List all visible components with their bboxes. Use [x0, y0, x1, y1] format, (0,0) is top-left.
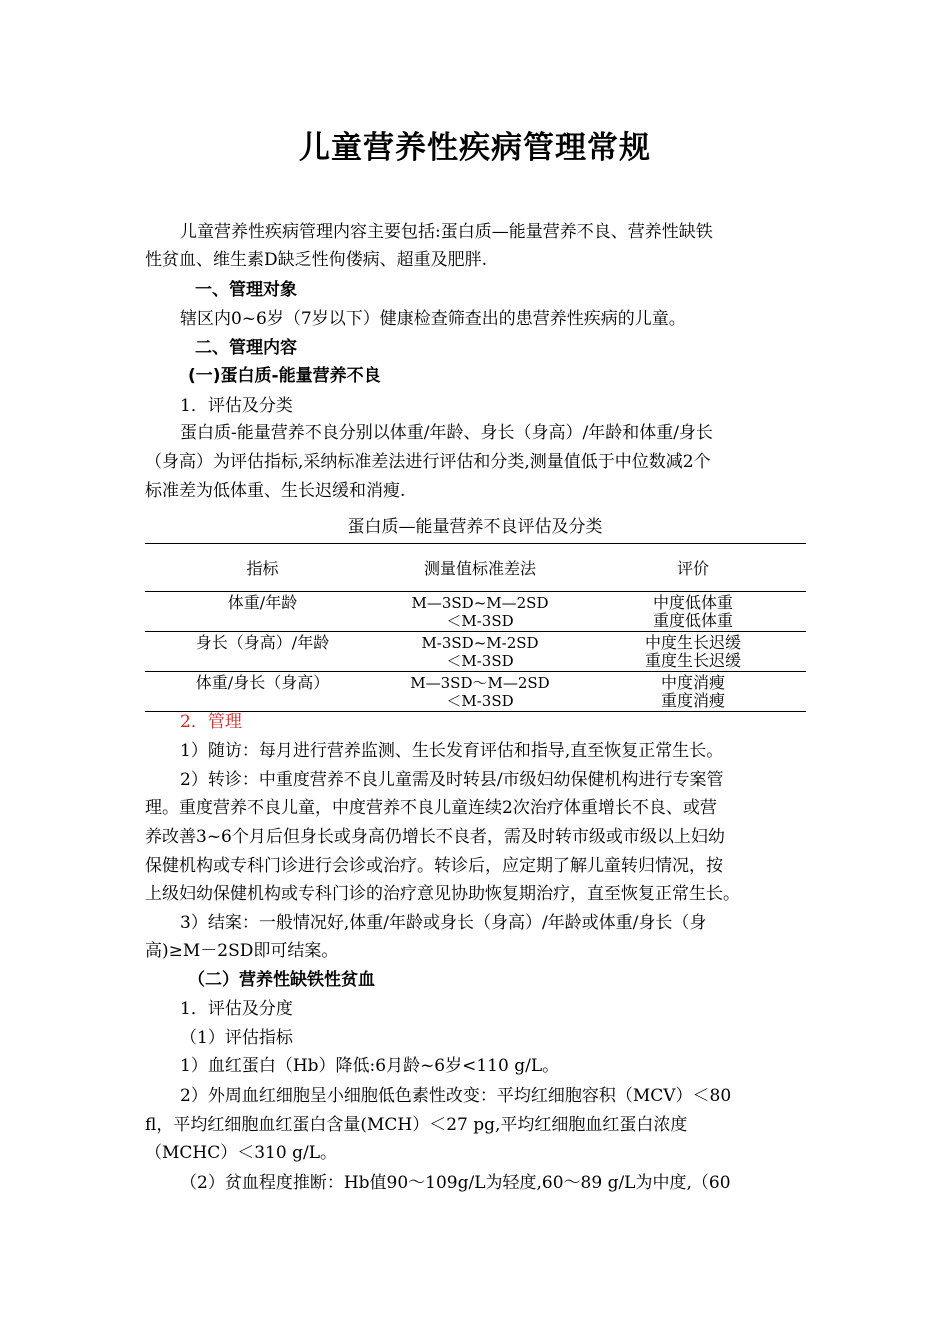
table-row-3-eval-2: 重度消瘦: [660, 691, 725, 710]
management-followup: 1）随访：每月进行营养监测、生长发育评估和指导,直至恢复正常生长。: [180, 741, 724, 761]
table-row-1-eval-2: 重度低体重: [652, 611, 733, 630]
table-row-2-eval-1: 中度生长迟缓: [644, 633, 741, 652]
intro-line-2: 性贫血、维生素D缺乏性佝偻病、超重及肥胖.: [145, 250, 488, 270]
table-header-index: 指标: [246, 559, 279, 578]
section-2-heading: 二、管理内容: [195, 338, 297, 358]
subsection-1-para-line-2: （身高）为评估指标,采纳标准差法进行评估和分类,测量值低于中位数减2个: [145, 452, 711, 472]
subsection-2-rbc-line-2: fl，平均红细胞血红蛋白含量(MCH）＜27 pg,平均红细胞血红蛋白浓度: [145, 1115, 688, 1135]
table-header-evaluation: 评价: [676, 559, 709, 578]
management-referral-line-5: 上级妇幼保健机构或专科门诊的治疗意见协助恢复期治疗，直至恢复正常生长。: [145, 884, 740, 904]
table-row-rule: [145, 631, 806, 632]
table-row-3-eval-1: 中度消瘦: [660, 673, 725, 692]
table-header-rule: [145, 591, 806, 592]
table-row-2-method-2: ＜M-3SD: [446, 652, 514, 670]
table-row-2-eval-2: 重度生长迟缓: [644, 651, 741, 670]
table-row-1-eval-1: 中度低体重: [652, 593, 733, 612]
table-row-1-index: 体重/年龄: [227, 593, 298, 612]
table-bottom-rule: [145, 711, 806, 712]
management-referral-line-2: 理。重度营养不良儿童，中度营养不良儿童连续2次治疗体重增长不良、或营: [145, 798, 717, 818]
subsection-2-severity: （2）贫血程度推断：Hb值90～109g/L为轻度,60～89 g/L为中度,（60: [180, 1173, 731, 1193]
subsection-2-item-1-1: （1）评估指标: [180, 1028, 293, 1048]
table-row-3-index: 体重/身长（身高）: [195, 673, 330, 692]
table-header-method: 测量值标准差法: [423, 559, 536, 578]
subsection-1-para-line-3: 标准差为低体重、生长迟缓和消瘦.: [145, 481, 406, 501]
document-title: 儿童营养性疾病管理常规: [299, 130, 651, 166]
subsection-1-para-line-1: 蛋白质-能量营养不良分别以体重/年龄、身长（身高）/年龄和体重/身长: [180, 423, 713, 443]
subsection-2-item-1: 1．评估及分度: [180, 999, 293, 1019]
management-referral-line-3: 养改善3~6个月后但身长或身高仍增长不良者，需及时转市级或市级以上妇幼: [145, 827, 725, 847]
management-closure-line-1: 3）结案：一般情况好,体重/年龄或身长（身高）/年龄或体重/身长（身: [180, 913, 707, 933]
management-referral-line-1: 2）转诊：中重度营养不良儿童需及时转县/市级妇幼保健机构进行专案管: [180, 770, 724, 790]
table-row-1-method-2: ＜M-3SD: [446, 612, 514, 630]
subsection-1-item-1: 1．评估及分类: [180, 396, 293, 416]
subsection-2-heading: （二）营养性缺铁性贫血: [188, 970, 375, 990]
table-row-rule: [145, 671, 806, 672]
section-1-heading: 一、管理对象: [195, 280, 297, 300]
section-1-text: 辖区内0~6岁（7岁以下）健康检查筛查出的患营养性疾病的儿童。: [180, 309, 686, 329]
management-heading: 2．管理: [180, 712, 242, 732]
subsection-2-rbc-line-3: （MCHC）＜310 g/L。: [145, 1143, 337, 1163]
table-row-2-index: 身长（身高）/年龄: [195, 633, 330, 652]
subsection-1-heading: (一)蛋白质-能量营养不良: [188, 366, 381, 386]
subsection-2-hb-criterion: 1）血红蛋白（Hb）降低:6月龄~6岁<110 g/L。: [180, 1056, 560, 1076]
intro-line-1: 儿童营养性疾病管理内容主要包括:蛋白质—能量营养不良、营养性缺铁: [180, 222, 713, 242]
management-closure-line-2: 高)≥M－2SD即可结案。: [145, 941, 339, 961]
management-referral-line-4: 保健机构或专科门诊进行会诊或治疗。转诊后，应定期了解儿童转归情况，按: [145, 856, 723, 876]
table-caption: 蛋白质—能量营养不良评估及分类: [347, 517, 603, 537]
table-row-2-method-1: M-3SD~M-2SD: [421, 634, 539, 652]
subsection-2-rbc-line-1: 2）外周血红细胞呈小细胞低色素性改变：平均红细胞容积（MCV）＜80: [180, 1086, 732, 1106]
table-row-1-method-1: M—3SD~M—2SD: [411, 594, 549, 612]
table-row-3-method-2: ＜M-3SD: [446, 692, 514, 710]
table-top-rule: [145, 543, 806, 544]
table-row-3-method-1: M—3SD～M—2SD: [410, 674, 550, 692]
